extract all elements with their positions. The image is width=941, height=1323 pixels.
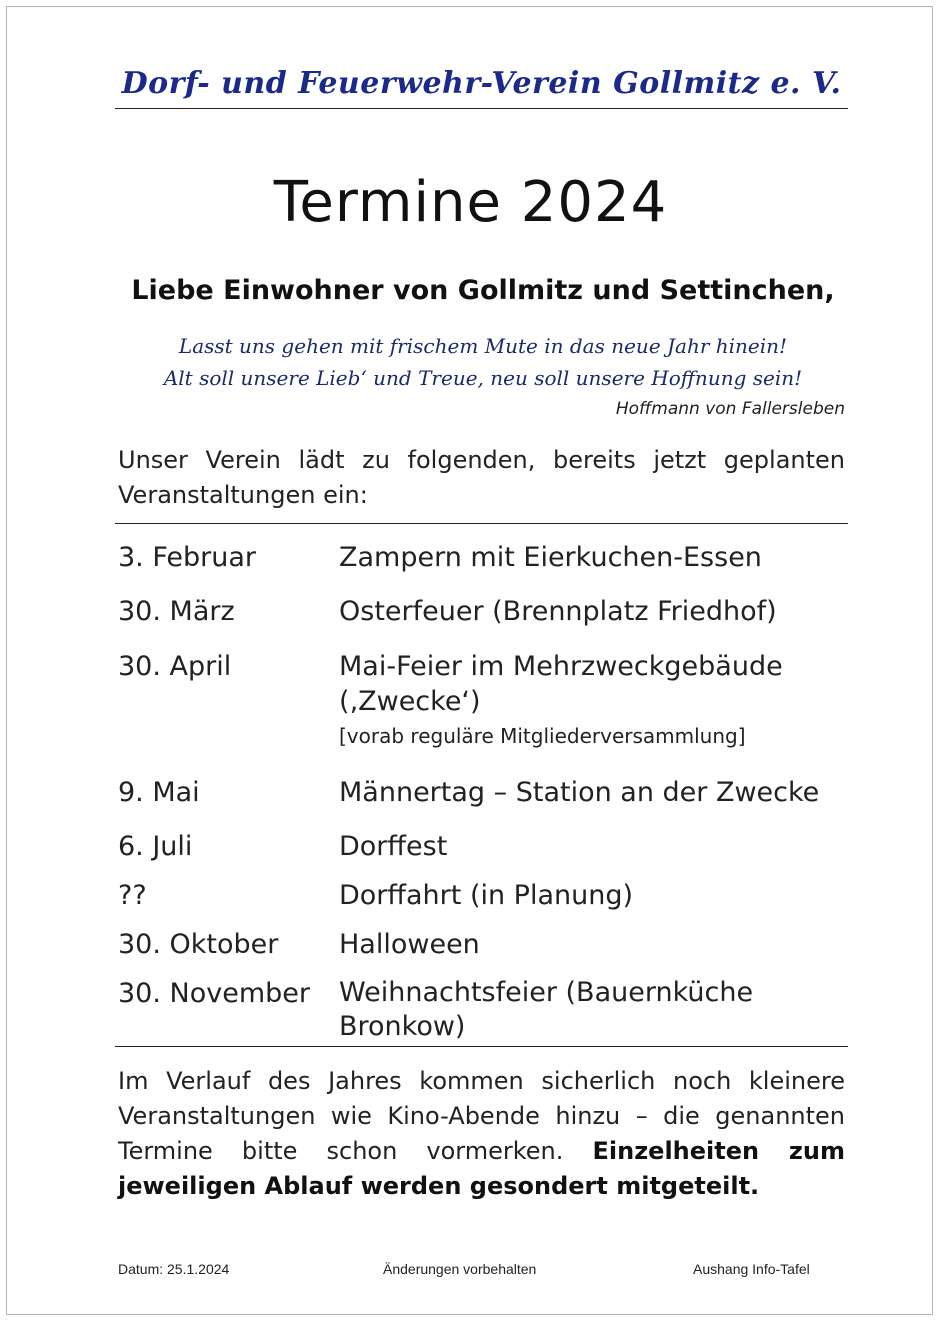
footer-location: Aushang Info-Tafel [693, 1261, 810, 1277]
event-title: Halloween [339, 929, 480, 960]
event-title: Weihnachtsfeier (Bauernküche Bronkow) [339, 977, 754, 1042]
event-note: [vorab reguläre Mitgliederversammlung] [339, 724, 746, 748]
event-date: 30. März [118, 596, 235, 627]
greeting: Liebe Einwohner von Gollmitz und Settinchen, [131, 275, 835, 306]
letterhead [115, 62, 848, 109]
event-date: 30. Oktober [118, 929, 279, 960]
event-date: 30. November [118, 978, 310, 1009]
divider-bottom [115, 1046, 848, 1047]
page-title: Termine 2024 [273, 170, 668, 235]
event-title: Dorffest [339, 831, 448, 862]
event-date: 3. Februar [118, 542, 257, 573]
event-title: Dorffahrt (in Planung) [339, 880, 634, 911]
poem-quote [118, 330, 848, 394]
club-name: Dorf- und Feuerwehr-Verein Gollmitz e. V. [121, 66, 842, 101]
poem-author: Hoffmann von Fallersleben [615, 399, 845, 419]
event-title: Osterfeuer (Brennplatz Friedhof) [339, 596, 777, 627]
intro-paragraph: Unser Verein lädt zu folgenden, bereits jetzt geplanten Veranstaltungen ein: [118, 446, 845, 509]
event-date: 30. April [118, 651, 232, 682]
event-date: 6. Juli [118, 831, 193, 862]
event-title: Zampern mit Eierkuchen-Essen [339, 542, 762, 573]
footer-date: Datum: 25.1.2024 [118, 1261, 230, 1277]
event-date: 9. Mai [118, 777, 200, 808]
event-title: Männertag – Station an der Zwecke [339, 777, 820, 808]
poem-line-1: Lasst uns gehen mit frischem Mute in das neue Jahr hinein! [178, 334, 788, 358]
divider-top [115, 523, 848, 524]
event-date: ?? [118, 880, 147, 911]
closing-text: Im Verlauf des Jahres kommen sicherlich noch kleinere Veranstaltungen wie Kino-Abende hinzu – die genannten Termine bitte schon vormerken. [118, 1067, 845, 1165]
poem-line-2: Alt soll unsere Lieb‘ und Treue, neu soll unsere Hoffnung sein! [163, 366, 803, 390]
closing-paragraph [118, 1064, 845, 1204]
footer-notice: Änderungen vorbehalten [383, 1261, 537, 1277]
event-title: Mai-Feier im Mehrzweckgebäude (‚Zwecke‘) [339, 651, 783, 717]
closing-bold-text: Einzelheiten zum jeweiligen Ablauf werden gesondert mitgeteilt. [118, 1137, 845, 1200]
